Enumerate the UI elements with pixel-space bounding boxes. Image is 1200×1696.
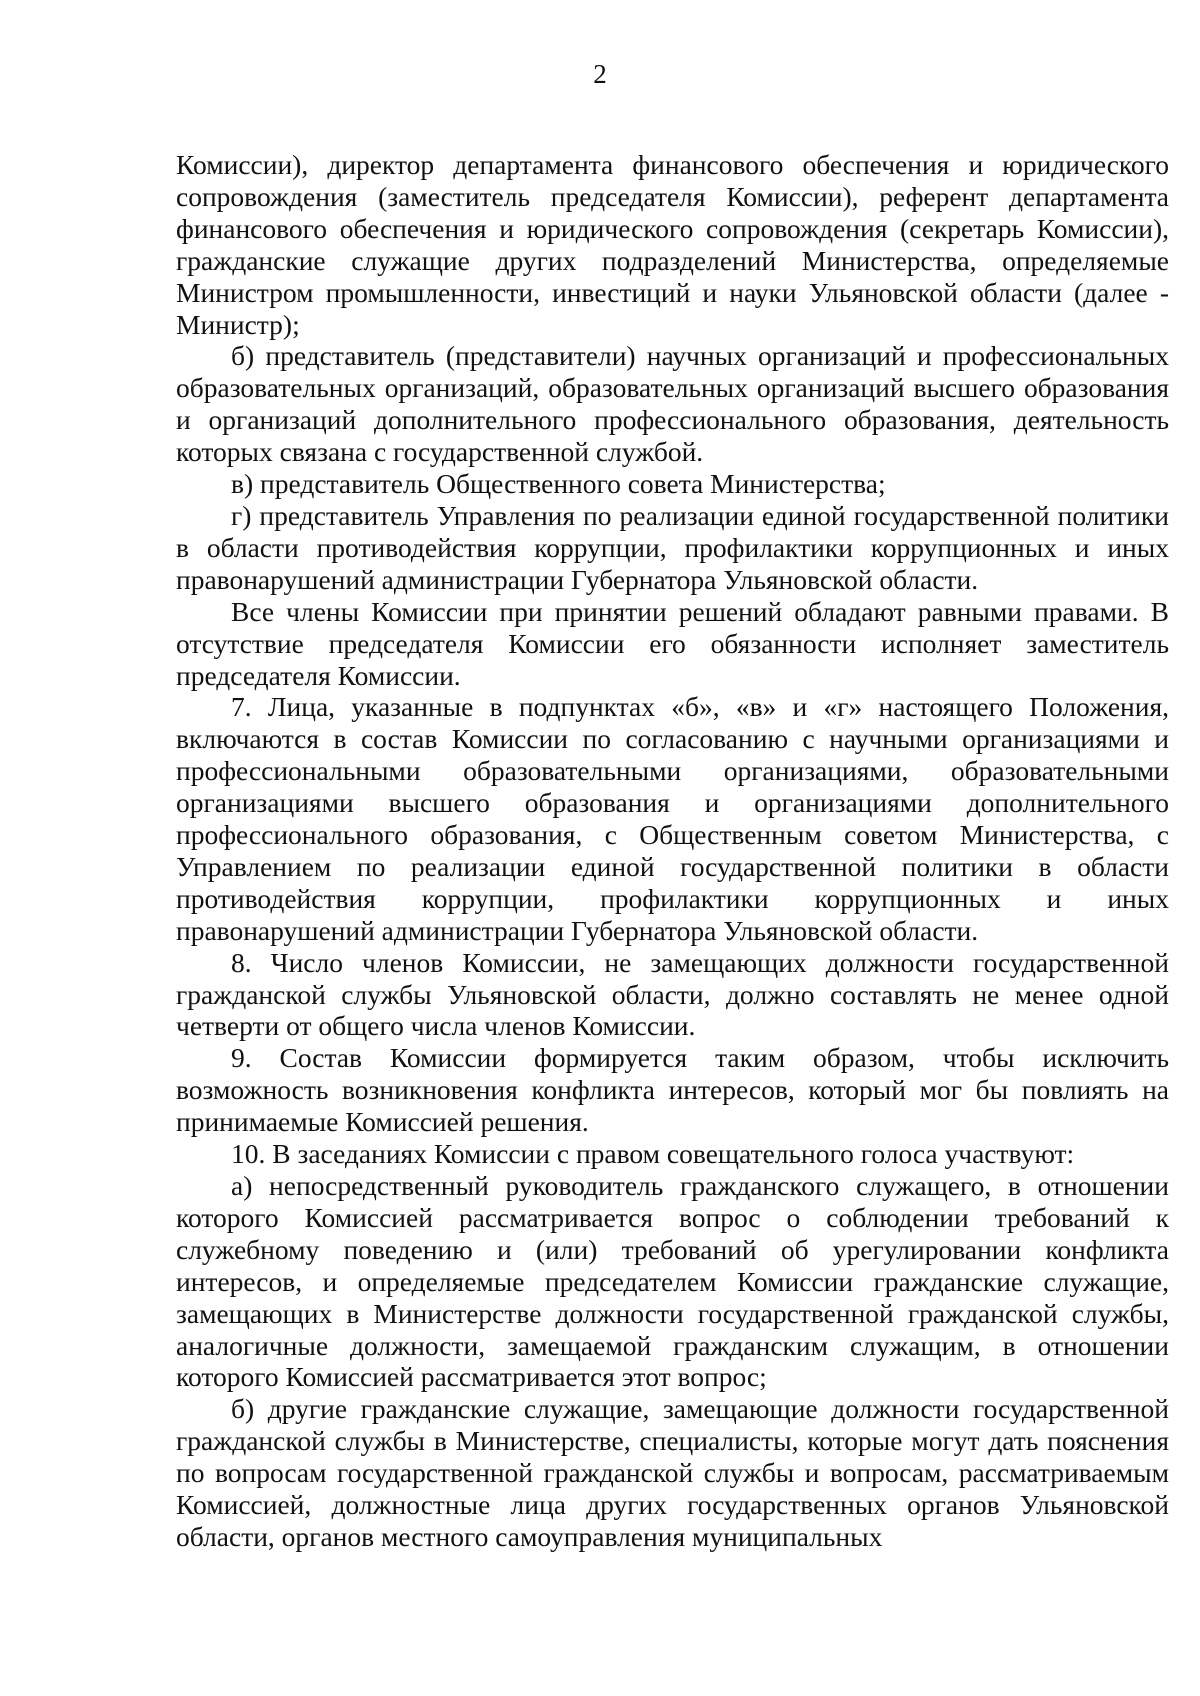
paragraph: а) непосредственный руководитель гражданского служащего, в отношении которого Комиссией рассматривается вопрос о соблюдении требований к служебному поведению и (или) требований об урегулировании конфликта интересов, и определяемые председателем Комиссии гражданские служащие, замещающих в Министерстве должности государственной гражданской службы, аналогичные должности, замещаемой гражданским служащим, в отношении которого Комиссией рассматривается этот вопрос; (176, 1170, 1169, 1393)
paragraph-item-8: 8. Число членов Комиссии, не замещающих должности государственной гражданской службы Ульяновской области, должно составлять не менее одной четверти от общего числа членов Комиссии. (176, 946, 1169, 1042)
paragraph: г) представитель Управления по реализации единой государственной политики в области противодействия коррупции, профилактики коррупционных и иных правонарушений администрации Губернатора Ульяновской области. (176, 499, 1169, 595)
paragraph-item-9: 9. Состав Комиссии формируется таким образом, чтобы исключить возможность возникновения конфликта интересов, который мог бы повлиять на принимаемые Комиссией решения. (176, 1042, 1169, 1138)
paragraph: б) другие гражданские служащие, замещающие должности государственной гражданской службы в Министерстве, специалисты, которые могут дать пояснения по вопросам государственной гражданской службы и вопросам, рассматриваемым Комиссией, должностные лица других государственных органов Ульяновской области, органов местного самоуправления муниципальных (176, 1393, 1169, 1552)
document-body (176, 149, 1169, 1553)
paragraph-item-10: 10. В заседаниях Комиссии с правом совещательного голоса участвуют: (231, 1138, 1075, 1170)
paragraph: Комиссии), директор департамента финансового обеспечения и юридического сопровождения (заместитель председателя Комиссии), референт департамента финансового обеспечения и юридического сопровождения (секретарь Комиссии), гражданские служащие других подразделений Министерства, определяемые Министром промышленности, инвестиций и науки Ульяновской области (далее - Министр); (176, 149, 1169, 340)
paragraph: в) представитель Общественного совета Министерства; (231, 468, 886, 500)
page-number: 2 (593, 59, 607, 89)
paragraph: Все члены Комиссии при принятии решений обладают равными правами. В отсутствие председателя Комиссии его обязанности исполняет заместитель председателя Комиссии. (176, 595, 1169, 691)
paragraph: б) представитель (представители) научных организаций и профессиональных образовательных организаций, образовательных организаций высшего образования и организаций дополнительного профессионального образования, деятельность которых связана с государственной службой. (176, 340, 1169, 468)
paragraph-item-7: 7. Лица, указанные в подпунктах «б», «в» и «г» настоящего Положения, включаются в состав Комиссии по согласованию с научными организациями и профессиональными образовательными организациями, образовательными организациями высшего образования и организациями дополнительного профессионального образования, с Общественным советом Министерства, с Управлением по реализации единой государственной политики в области противодействия коррупции, профилактики коррупционных и иных правонарушений администрации Губернатора Ульяновской области. (176, 691, 1169, 946)
